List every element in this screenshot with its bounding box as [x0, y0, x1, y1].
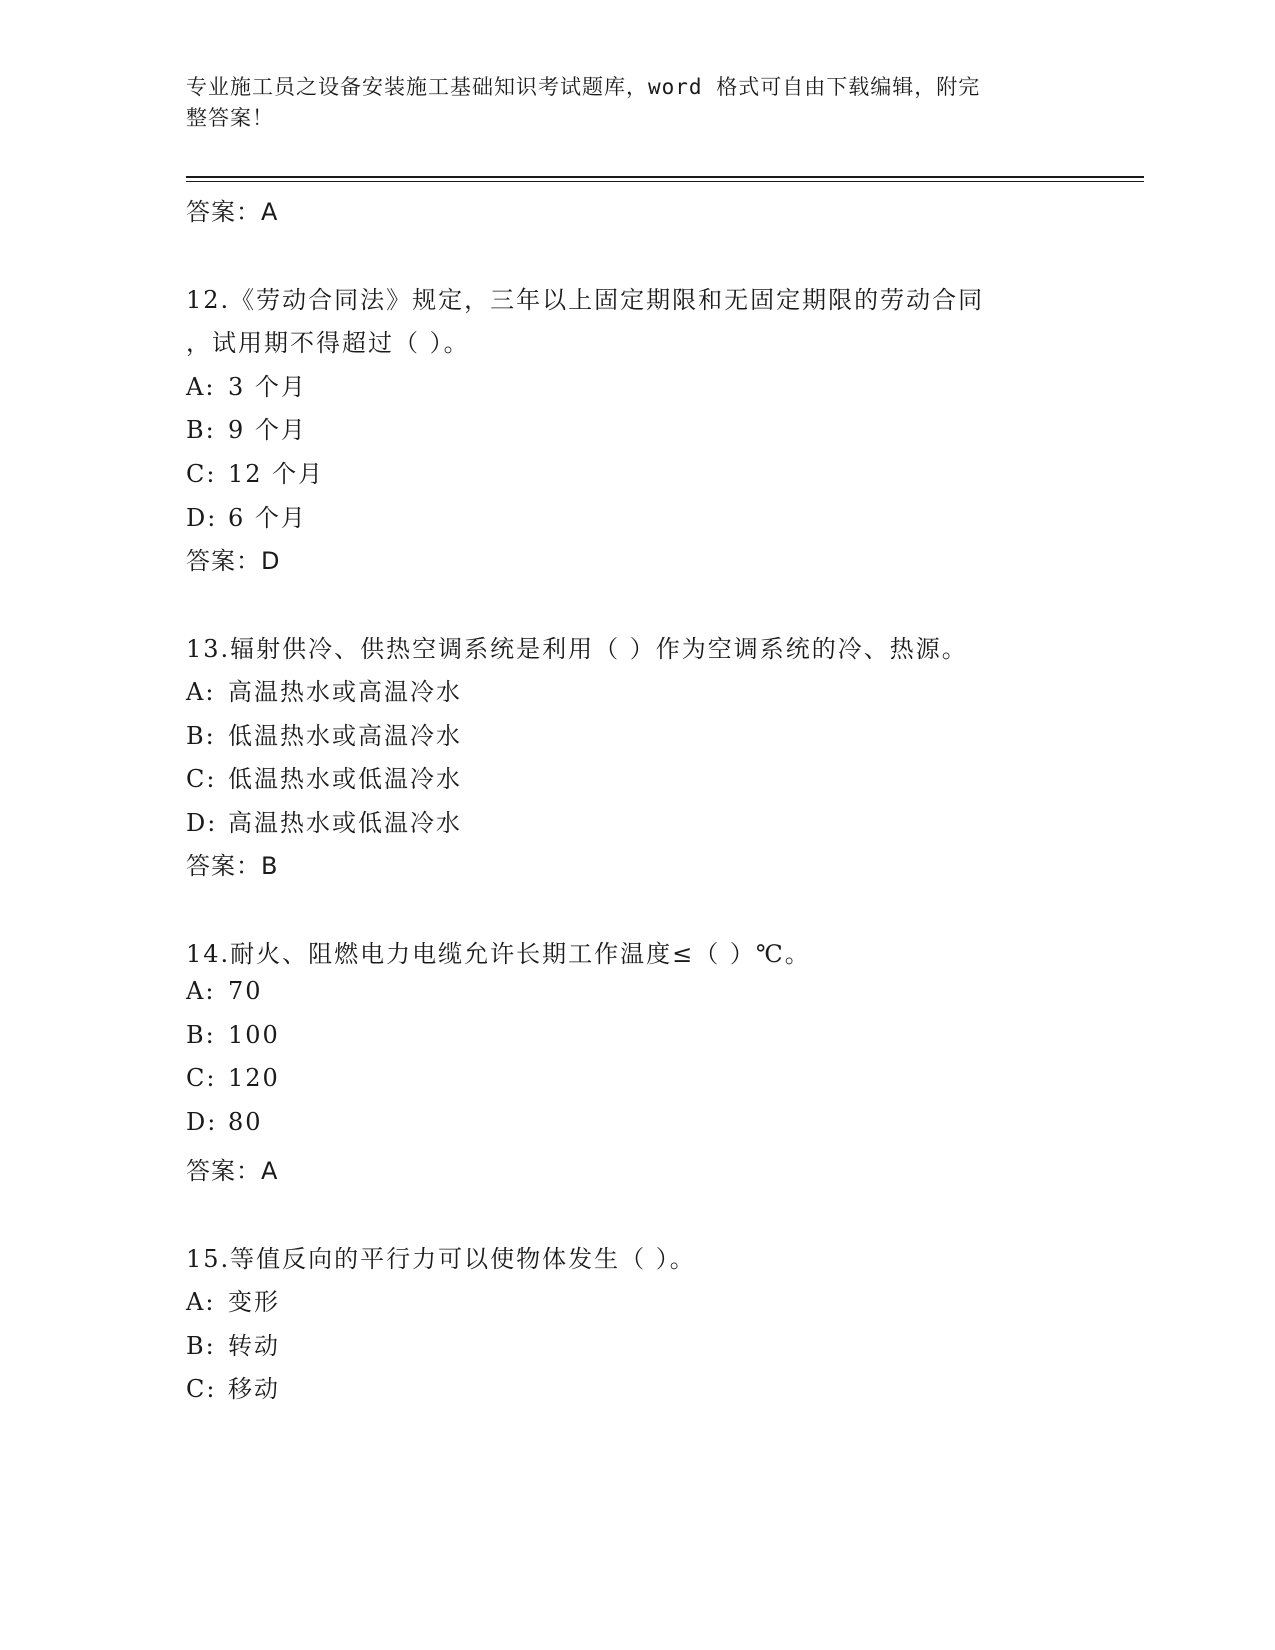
- option-text: 转动: [228, 1332, 280, 1360]
- option-letter: A:: [186, 373, 216, 401]
- question-15-option-a: [186, 1282, 280, 1317]
- option-text: 6 个月: [228, 504, 307, 532]
- question-12-option-d: [186, 498, 307, 533]
- option-text: 3 个月: [228, 373, 307, 401]
- header-line-2: 整答案！: [186, 106, 274, 130]
- question-13-option-c: [186, 759, 462, 794]
- question-12-option-b: [186, 410, 307, 445]
- option-text: 80: [228, 1108, 263, 1136]
- option-letter: C:: [186, 1375, 217, 1403]
- option-letter: D:: [186, 809, 218, 837]
- question-12-option-a: [186, 367, 307, 402]
- option-text: 100: [228, 1021, 280, 1049]
- question-12-answer: 答案：D: [186, 547, 281, 575]
- question-13-stem: 13.辐射供冷、供热空调系统是利用（ ）作为空调系统的冷、热源。: [186, 635, 968, 663]
- question-14-option-c: [186, 1064, 280, 1092]
- question-12-option-c: [186, 454, 324, 489]
- option-text: 变形: [228, 1288, 280, 1316]
- option-text: 12 个月: [228, 460, 325, 488]
- header-line-1: 专业施工员之设备安装施工基础知识考试题库，word 格式可自由下载编辑，附完: [186, 75, 981, 99]
- question-14-option-d: [186, 1108, 263, 1136]
- option-text: 高温热水或高温冷水: [228, 678, 462, 706]
- header-divider-thin: [186, 181, 1144, 182]
- option-text: 120: [228, 1064, 280, 1092]
- option-text: 9 个月: [228, 416, 307, 444]
- option-letter: D:: [186, 1108, 218, 1136]
- question-13-answer: 答案：B: [186, 852, 279, 880]
- option-letter: B:: [186, 722, 216, 750]
- option-letter: B:: [186, 1332, 216, 1360]
- option-letter: A:: [186, 678, 216, 706]
- question-12-stem-line-2: ，试用期不得超过（ ）。: [186, 329, 470, 357]
- option-letter: D:: [186, 504, 218, 532]
- option-letter: A:: [186, 977, 216, 1005]
- option-letter: C:: [186, 765, 217, 793]
- question-15-option-b: [186, 1326, 280, 1361]
- option-letter: C:: [186, 1064, 217, 1092]
- option-letter: B:: [186, 416, 216, 444]
- option-text: 低温热水或高温冷水: [228, 722, 462, 750]
- question-13-option-a: [186, 672, 462, 707]
- option-letter: C:: [186, 460, 217, 488]
- option-text: 低温热水或低温冷水: [228, 765, 462, 793]
- question-13-option-b: [186, 716, 462, 751]
- question-14-option-a: [186, 977, 263, 1005]
- question-14-option-b: [186, 1021, 280, 1049]
- question-12-stem-line-1: 12.《劳动合同法》规定，三年以上固定期限和无固定期限的劳动合同: [186, 286, 985, 314]
- option-letter: B:: [186, 1021, 216, 1049]
- question-14-stem: 14.耐火、阻燃电力电缆允许长期工作温度≤（ ）℃。: [186, 940, 811, 968]
- option-letter: A:: [186, 1288, 216, 1316]
- question-13-option-d: [186, 803, 462, 838]
- previous-answer: 答案：A: [186, 198, 279, 226]
- option-text: 70: [228, 977, 263, 1005]
- header-divider-thick: [186, 176, 1144, 178]
- question-15-option-c: [186, 1369, 280, 1404]
- option-text: 高温热水或低温冷水: [228, 809, 462, 837]
- question-15-stem: 15.等值反向的平行力可以使物体发生（ ）。: [186, 1245, 696, 1273]
- question-14-answer: 答案：A: [186, 1157, 279, 1185]
- document-header: [186, 72, 1066, 134]
- option-text: 移动: [228, 1375, 280, 1403]
